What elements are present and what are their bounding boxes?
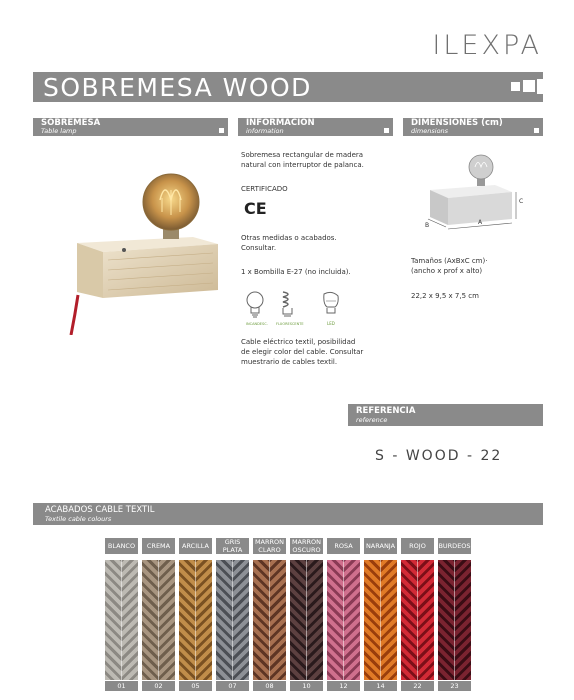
colour-code: 10 (290, 681, 323, 691)
section-header-dimensiones (403, 118, 543, 136)
section-square (219, 128, 224, 133)
section-title: DIMENSIONES (cm) (411, 118, 503, 128)
dim-label-a: A (478, 219, 483, 226)
section-title: SOBREMESA (41, 118, 101, 128)
section-square (534, 128, 539, 133)
section-subtitle: Textile cable colours (45, 515, 112, 523)
colour-code: 01 (105, 681, 138, 691)
cable-sample (253, 560, 286, 680)
section-square (384, 128, 389, 133)
colour-swatch (327, 538, 360, 691)
reference-code: S - WOOD - 22 (375, 448, 503, 464)
section-subtitle: dimensions (411, 127, 449, 135)
bombilla-text: 1 x Bombilla E-27 (no incluida). (241, 268, 351, 276)
colour-name: BURDEOS (438, 538, 471, 554)
page-title: SOBREMESA WOOD (43, 73, 312, 102)
colour-name: ARCILLA (179, 538, 212, 554)
led-bulb-icon (324, 292, 338, 313)
size-value: 22,2 x 9,5 x 7,5 cm (411, 292, 479, 300)
colour-swatch (253, 538, 286, 691)
colour-swatch (401, 538, 434, 691)
bulb-label-fluorescent: FLUORESCENTE (276, 322, 304, 326)
colour-code: 22 (401, 681, 434, 691)
tamanos-line-2: (ancho x prof x alto) (411, 267, 483, 275)
dimension-diagram (420, 145, 540, 235)
ce-mark: CE (244, 199, 267, 218)
incandescent-bulb-icon (247, 292, 263, 317)
section-title: INFORMACIÓN (246, 118, 315, 128)
section-subtitle: Table lamp (41, 127, 77, 135)
colour-code: 07 (216, 681, 249, 691)
colour-name: ROJO (401, 538, 434, 554)
dim-label-b: B (425, 222, 430, 229)
cable-sample (364, 560, 397, 680)
product-photo (33, 140, 228, 335)
otras-line-2: Consultar. (241, 244, 277, 252)
cable-sample (438, 560, 471, 680)
cable-sample (179, 560, 212, 680)
section-header-acabados (33, 503, 543, 525)
colour-code: 02 (142, 681, 175, 691)
section-title: ACABADOS CABLE TEXTIL (45, 505, 155, 515)
section-title: REFERENCIA (356, 406, 416, 416)
tamanos-line-1: Tamaños (AxBxC cm)· (411, 257, 488, 265)
brand-logo: ILEXPA (432, 30, 542, 61)
cable-sample (142, 560, 175, 680)
section-header-sobremesa (33, 118, 228, 136)
otras-line-1: Otras medidas o acabados. (241, 234, 337, 242)
cable-sample (401, 560, 434, 680)
title-square-small (511, 82, 520, 91)
colour-name: NARANJA (364, 538, 397, 554)
colour-swatch (179, 538, 212, 691)
colour-swatch (438, 538, 471, 691)
cable-sample (216, 560, 249, 680)
colour-code: 23 (438, 681, 471, 691)
section-header-referencia (348, 404, 543, 426)
description-line-2: natural con interruptor de palanca. (241, 161, 364, 169)
colour-swatch (216, 538, 249, 691)
fluorescent-bulb-icon (283, 292, 292, 316)
colour-name: MARRON OSCURO (291, 538, 322, 554)
colour-swatch (290, 538, 323, 691)
bulb-label-led: LED (327, 321, 335, 326)
dim-label-c: C (519, 198, 524, 205)
colour-code: 14 (364, 681, 397, 691)
colour-swatch (364, 538, 397, 691)
bulb-label-incandescent: INCANDESC. (246, 322, 268, 326)
cable-line-2: de elegir color del cable. Consultar (241, 348, 364, 356)
cable-line-3: muestrario de cables textil. (241, 358, 338, 366)
cable-sample (105, 560, 138, 680)
section-header-informacion (238, 118, 393, 136)
title-bar (33, 72, 543, 102)
colour-code: 12 (327, 681, 360, 691)
title-square-medium (523, 80, 535, 92)
colour-swatch (105, 538, 138, 691)
colour-name: MARRON CLARO (254, 538, 285, 554)
cable-sample (327, 560, 360, 680)
cable-sample (290, 560, 323, 680)
certificado-label: CERTIFICADO (241, 185, 288, 193)
section-subtitle: reference (356, 416, 388, 424)
description-line-1: Sobremesa rectangular de madera (241, 151, 364, 159)
colour-name: GRIS PLATA (216, 538, 249, 554)
colour-code: 08 (253, 681, 286, 691)
colour-name: CREMA (142, 538, 175, 554)
colour-code: 05 (179, 681, 212, 691)
cable-line-1: Cable eléctrico textil, posibilidad (241, 338, 356, 346)
bulb-icons (244, 290, 354, 332)
colour-name: ROSA (327, 538, 360, 554)
colour-swatch (142, 538, 175, 691)
section-subtitle: information (246, 127, 284, 135)
title-square-large (537, 79, 551, 94)
colour-name: BLANCO (105, 538, 138, 554)
